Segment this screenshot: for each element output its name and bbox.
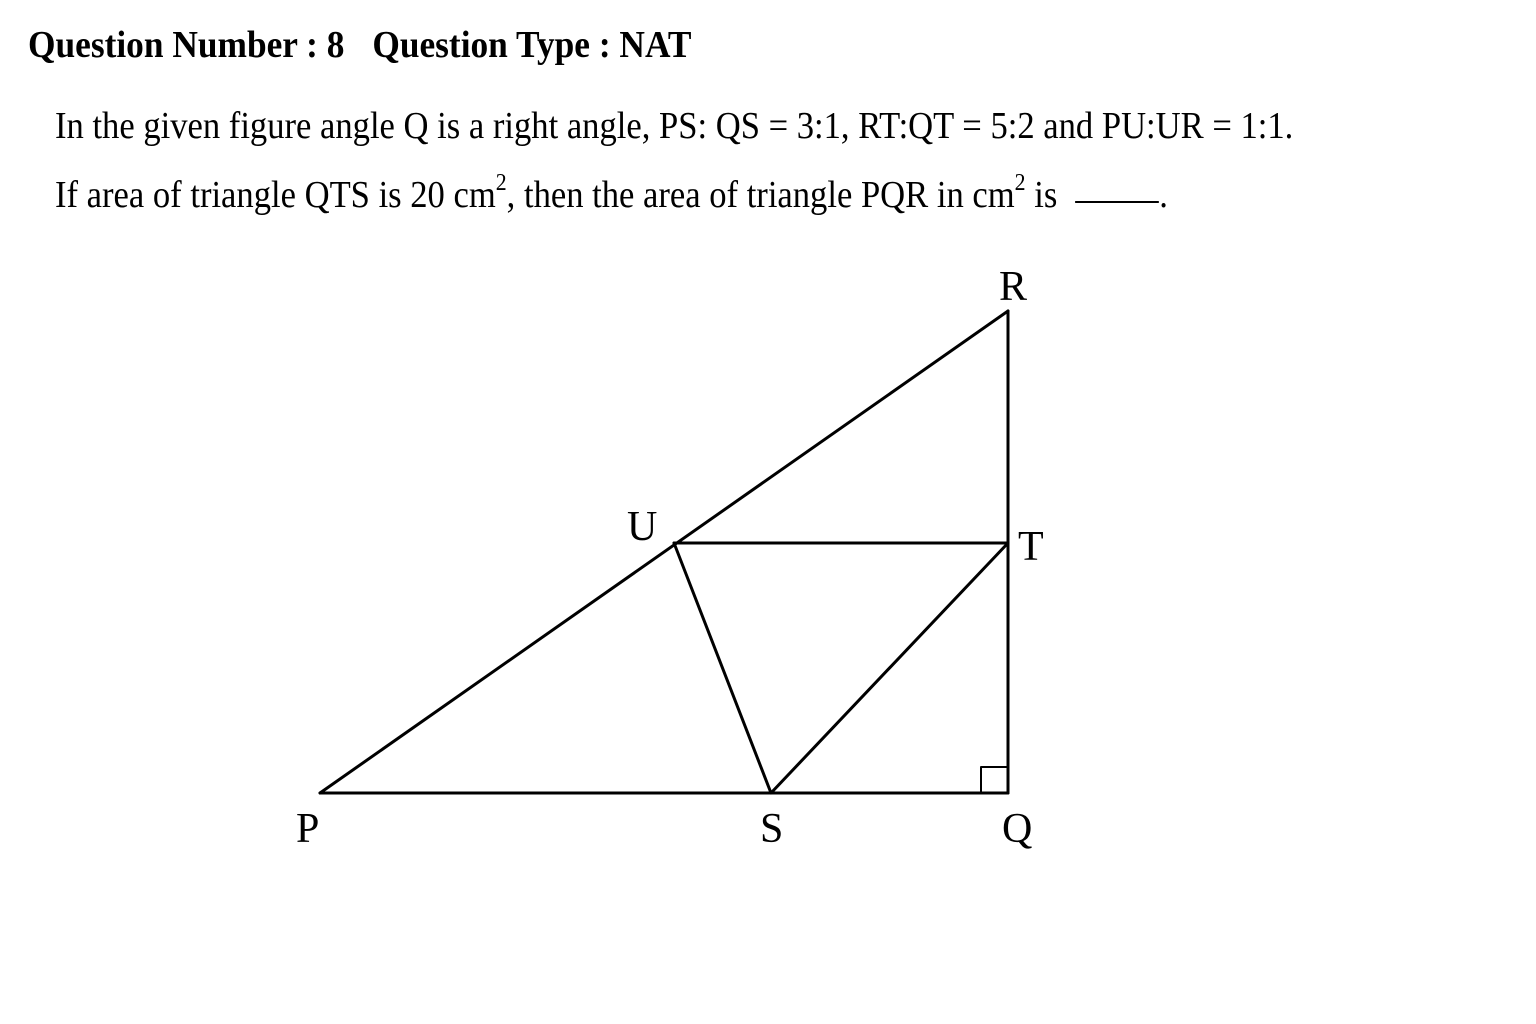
side-pr — [320, 311, 1008, 793]
segment-us — [674, 543, 771, 793]
question-text-end: . — [1159, 174, 1168, 216]
question-text-line-1: In the given figure angle Q is a right angle, PS: QS = 3:1, RT:QT = 5:2 and PU:UR = 1:1. — [55, 105, 1294, 147]
question-number: Question Number : 8 — [28, 24, 345, 66]
superscript-2: 2 — [1014, 170, 1026, 196]
question-text-part-1: If area of triangle QTS is 20 cm — [55, 174, 496, 216]
right-angle-marker — [981, 767, 1008, 793]
label-r: R — [999, 264, 1028, 310]
superscript-1: 2 — [495, 170, 507, 196]
label-q: Q — [1002, 806, 1033, 852]
label-p: P — [296, 806, 320, 852]
label-s: S — [760, 806, 784, 852]
question-type: Question Type : NAT — [372, 24, 692, 66]
label-t: T — [1018, 524, 1044, 570]
question-text-part-2: , then the area of triangle PQR in cm — [506, 174, 1015, 216]
segment-st — [771, 543, 1008, 793]
question-text-part-3: is — [1025, 174, 1058, 216]
label-u: U — [627, 504, 658, 550]
